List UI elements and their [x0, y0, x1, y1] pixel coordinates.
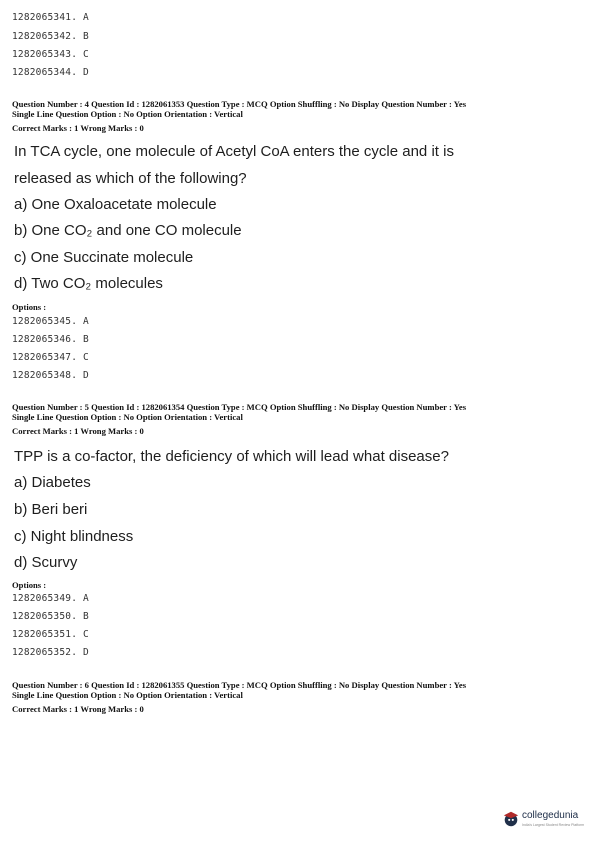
question-meta: Question Number : 6 Question Id : 1282061355 Question Type : MCQ Option Shuffling : No Display Question Number : Yes	[12, 680, 467, 690]
choice-b: b) Beri beri	[14, 501, 88, 518]
collegedunia-logo	[498, 805, 590, 833]
question-meta-2: Single Line Question Option : No Option Orientation : Vertical	[12, 690, 243, 700]
option-line: 1282065351. C	[12, 629, 89, 640]
option-line: 1282065350. B	[12, 611, 89, 622]
option-line: 1282065343. C	[12, 49, 89, 60]
option-line: 1282065341. A	[12, 12, 89, 23]
option-line: 1282065349. A	[12, 593, 89, 604]
choice-c: c) One Succinate molecule	[14, 249, 194, 266]
choice-a: a) Diabetes	[14, 474, 91, 491]
logo-text: collegedunia	[522, 810, 579, 821]
option-line: 1282065342. B	[12, 31, 89, 42]
question-text-2: released as which of the following?	[14, 170, 247, 187]
option-line: 1282065344. D	[12, 67, 89, 78]
option-line: 1282065345. A	[12, 316, 89, 327]
choice-b: b) One CO₂ and one CO molecule	[14, 222, 242, 239]
options-label: Options :	[12, 302, 47, 312]
logo-icon	[502, 810, 520, 828]
logo-tagline: India's Largest Student Review Platform	[522, 823, 585, 827]
question-meta-2: Single Line Question Option : No Option Orientation : Vertical	[12, 412, 243, 422]
option-line: 1282065352. D	[12, 647, 89, 658]
choice-d: d) Two CO₂ molecules	[14, 275, 163, 292]
question-meta-2: Single Line Question Option : No Option Orientation : Vertical	[12, 109, 243, 119]
question-meta: Question Number : 5 Question Id : 1282061354 Question Type : MCQ Option Shuffling : No Display Question Number : Yes	[12, 402, 467, 412]
marks-line: Correct Marks : 1 Wrong Marks : 0	[12, 704, 144, 714]
option-line: 1282065347. C	[12, 352, 89, 363]
marks-line: Correct Marks : 1 Wrong Marks : 0	[12, 426, 144, 436]
marks-line: Correct Marks : 1 Wrong Marks : 0	[12, 123, 144, 133]
option-line: 1282065348. D	[12, 370, 89, 381]
option-line: 1282065346. B	[12, 334, 89, 345]
choice-c: c) Night blindness	[14, 528, 134, 545]
options-label: Options :	[12, 580, 47, 590]
choice-d: d) Scurvy	[14, 554, 78, 571]
question-text: In TCA cycle, one molecule of Acetyl CoA enters the cycle and it is	[14, 143, 454, 160]
question-meta: Question Number : 4 Question Id : 1282061353 Question Type : MCQ Option Shuffling : No Display Question Number : Yes	[12, 99, 467, 109]
question-text: TPP is a co-factor, the deficiency of which will lead what disease?	[14, 448, 449, 465]
choice-a: a) One Oxaloacetate molecule	[14, 196, 217, 213]
